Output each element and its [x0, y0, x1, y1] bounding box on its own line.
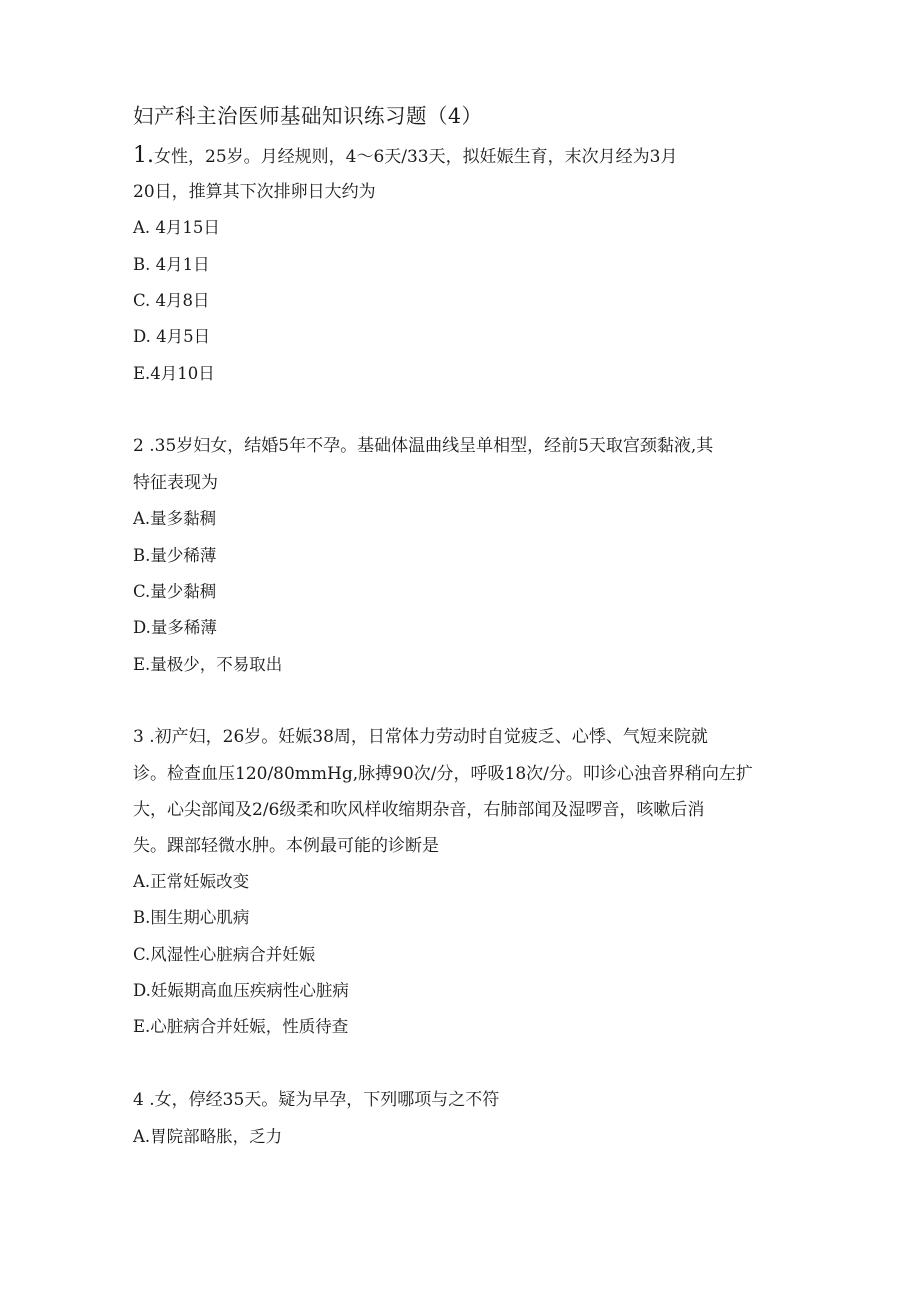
question-3-line-1: [133, 726, 708, 748]
question-2-option-e: E.量极少，不易取出: [133, 655, 283, 674]
question-4-option-a: A.胃院部略胀，乏力: [133, 1127, 283, 1146]
question-3-option-a: A.正常妊娠改变: [133, 872, 250, 891]
question-4-text-1: .女，停经35天。疑为早孕，下列哪项与之不符: [143, 1090, 500, 1110]
question-2-option-a: A.量多黏稠: [133, 509, 217, 528]
question-1-text-1: 女性，25岁。月经规则，4～6天/33天，拟妊娠生育，末次月经为3月: [154, 147, 678, 167]
question-1-option-e: E.4月10日: [133, 364, 215, 383]
question-1-option-b: B. 4月1日: [133, 255, 210, 274]
question-2-number: 2: [133, 436, 144, 456]
question-1-number: 1.: [133, 143, 154, 168]
question-3-option-e: E.心脏病合并妊娠，性质待查: [133, 1017, 349, 1036]
question-2-text-2: 特征表现为: [133, 473, 218, 493]
question-2-option-b: B.量少稀薄: [133, 546, 217, 565]
question-3-text-4: 失。踝部轻微水肿。本例最可能的诊断是: [133, 836, 439, 856]
question-1-option-d: D. 4月5日: [133, 327, 211, 346]
question-3-option-c: C.风湿性心脏病合并妊娠: [133, 945, 316, 964]
question-2-option-d: D.量多稀薄: [133, 618, 217, 637]
question-3-number: 3: [133, 727, 144, 747]
question-3-text-1: .初产妇，26岁。妊娠38周，日常体力劳动时自觉疲乏、心悸、气短来院就: [143, 727, 708, 747]
question-1-option-c: C. 4月8日: [133, 291, 210, 310]
question-1-text-2: 20日，推算其下次排卵日大约为: [133, 182, 376, 202]
question-3-text-2: 诊。检查血压120/80mmHg,脉搏90次/分，呼吸18次/分。叩诊心浊音界稍向左扩: [133, 764, 753, 784]
question-4-line-1: [133, 1089, 499, 1111]
question-3-option-d: D.妊娠期高血压疾病性心脏病: [133, 981, 349, 1000]
question-1-option-a: A. 4月15日: [133, 218, 220, 237]
question-3-option-b: B.围生期心肌病: [133, 908, 250, 927]
question-4-number: 4: [133, 1090, 144, 1110]
question-1-line-1: [133, 145, 677, 168]
page-title: 妇产科主治医师基础知识练习题（4）: [133, 104, 483, 128]
question-2-text-1: .35岁妇女，结婚5年不孕。基础体温曲线呈单相型，经前5天取宫颈黏液,其: [143, 436, 714, 456]
question-3-text-3: 大，心尖部闻及2/6级柔和吹风样收缩期杂音，右肺部闻及湿啰音，咳嗽后消: [133, 800, 705, 820]
question-2-line-1: [133, 435, 713, 457]
question-2-option-c: C.量少黏稠: [133, 582, 217, 601]
